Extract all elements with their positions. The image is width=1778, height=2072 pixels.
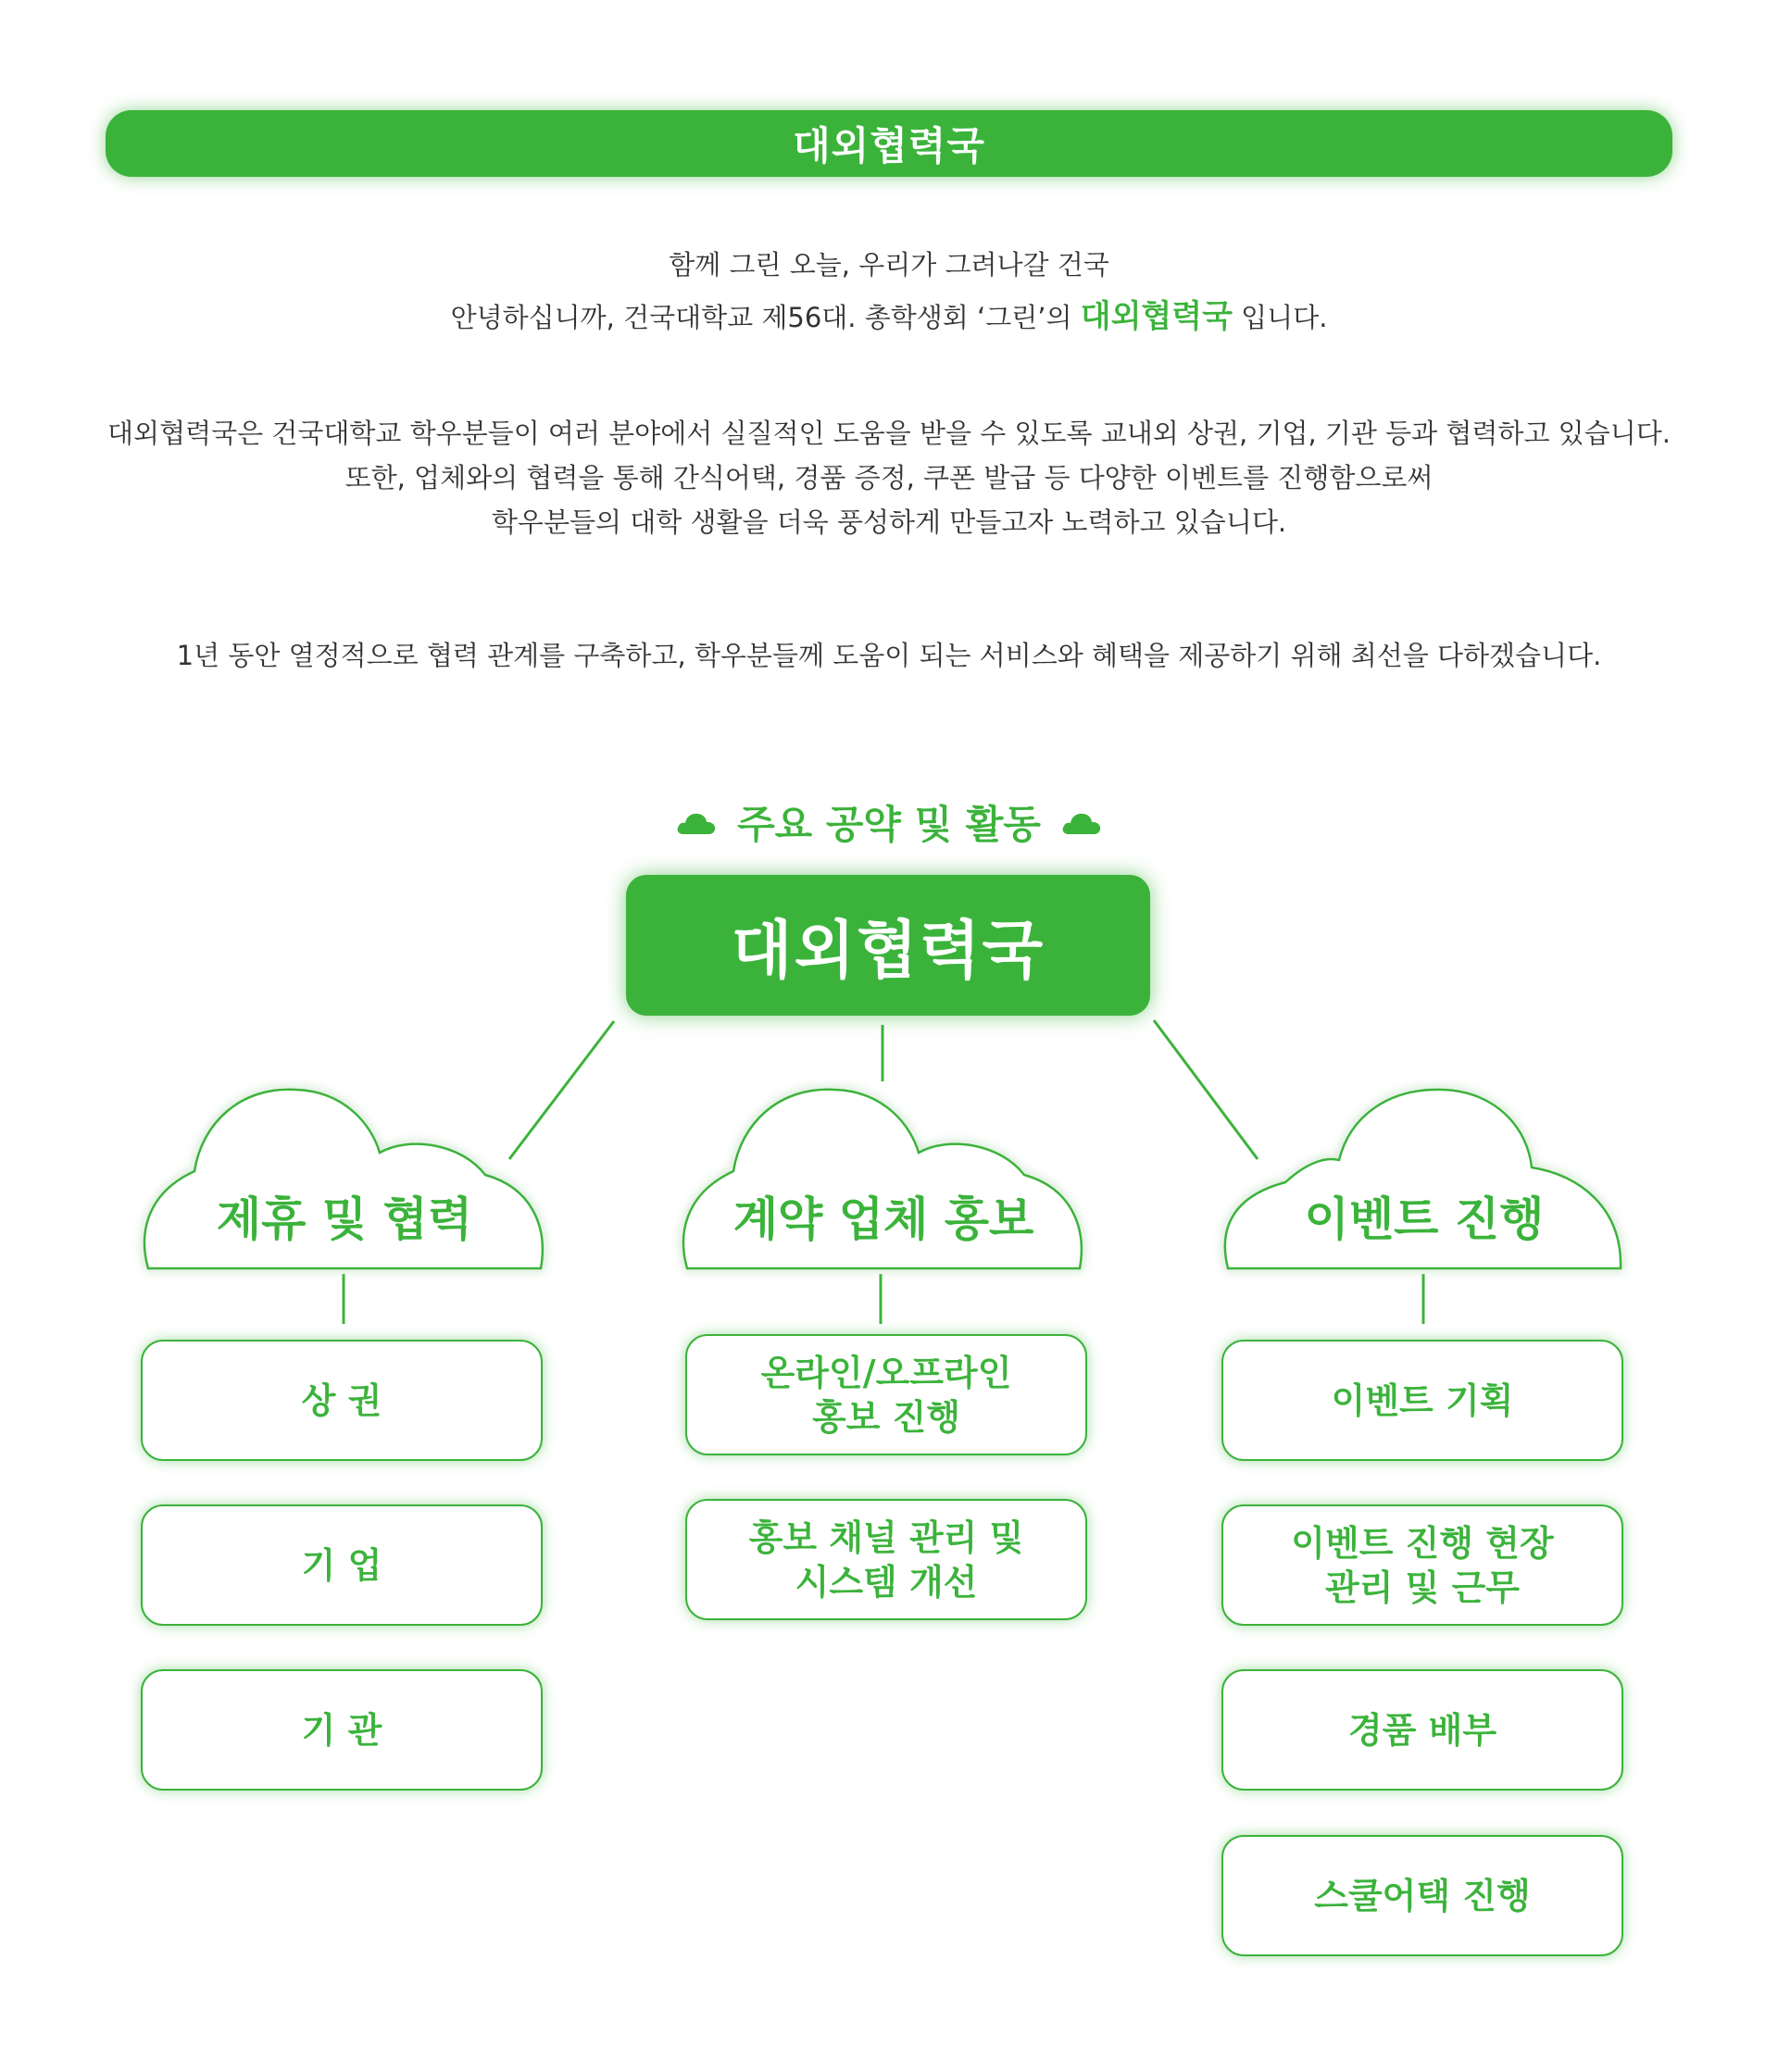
branch-label: 제휴 및 협력: [216, 1192, 473, 1246]
leaf-prize-distribution: [1221, 1669, 1623, 1791]
closing-line: 1년 동안 열정적으로 협력 관계를 구축하고, 학우분들께 도움이 되는 서비스와 혜택을 제공하기 위해 최선을 다하겠습니다.: [176, 640, 1602, 671]
section-title-label: 주요 공약 및 활동: [737, 802, 1041, 847]
branch-label: 이벤트 진행: [1304, 1192, 1545, 1246]
leaf-channel-management: [685, 1499, 1087, 1620]
leaf-label: 온라인/오프라인 홍보 진행: [760, 1352, 1012, 1438]
leaf-commerce: [141, 1340, 543, 1461]
leaf-label: 이벤트 진행 현장 관리 및 근무: [1291, 1522, 1554, 1608]
leaf-label: 이벤트 기획: [1331, 1379, 1514, 1421]
description-line-2: 또한, 업체와의 협력을 통해 간식어택, 경품 증정, 쿠폰 발급 등 다양한 이벤트를 진행함으로써: [344, 462, 1434, 493]
leaf-company: [141, 1504, 543, 1626]
intro-accent: 대외협력국: [1080, 298, 1233, 335]
header-title: 대외협력국: [793, 123, 985, 169]
leaf-label: 기 업: [301, 1544, 382, 1586]
leaf-event-planning: [1221, 1340, 1623, 1461]
leaf-label: 스쿨어택 진행: [1314, 1875, 1531, 1916]
leaf-label: 기 관: [301, 1709, 382, 1751]
leaf-school-attack: [1221, 1835, 1623, 1956]
leaf-event-onsite: [1221, 1504, 1623, 1626]
branch-cloud-promotion: [680, 1079, 1087, 1273]
intro-line-2-prefix: 안녕하십니까, 건국대학교 제56대. 총학생회 ‘그린’의: [450, 302, 1081, 333]
intro-line-1: 함께 그린 오늘, 우리가 그려나갈 건국: [669, 249, 1109, 281]
description-line-1: 대외협력국은 건국대학교 학우분들이 여러 분야에서 실질적인 도움을 받을 수 있도록 교내외 상권, 기업, 기관 등과 협력하고 있습니다.: [107, 418, 1671, 449]
diagram-root-node: [626, 875, 1150, 1016]
leaf-label: 상 권: [301, 1379, 382, 1421]
branch-cloud-partnership: [141, 1079, 548, 1273]
leaf-label: 경품 배부: [1347, 1709, 1497, 1751]
leaf-online-offline-promo: [685, 1334, 1087, 1455]
branch-cloud-events: [1221, 1079, 1628, 1273]
leaf-institution: [141, 1669, 543, 1791]
intro-line-2-suffix: 입니다.: [1232, 302, 1328, 333]
branch-label: 계약 업체 홍보: [732, 1192, 1034, 1246]
diagram-root-label: 대외협력국: [731, 914, 1046, 988]
description-line-3: 학우분들의 대학 생활을 더욱 풍성하게 만들고자 노력하고 있습니다.: [491, 506, 1287, 538]
leaf-label: 홍보 채널 관리 및 시스템 개선: [748, 1517, 1024, 1603]
